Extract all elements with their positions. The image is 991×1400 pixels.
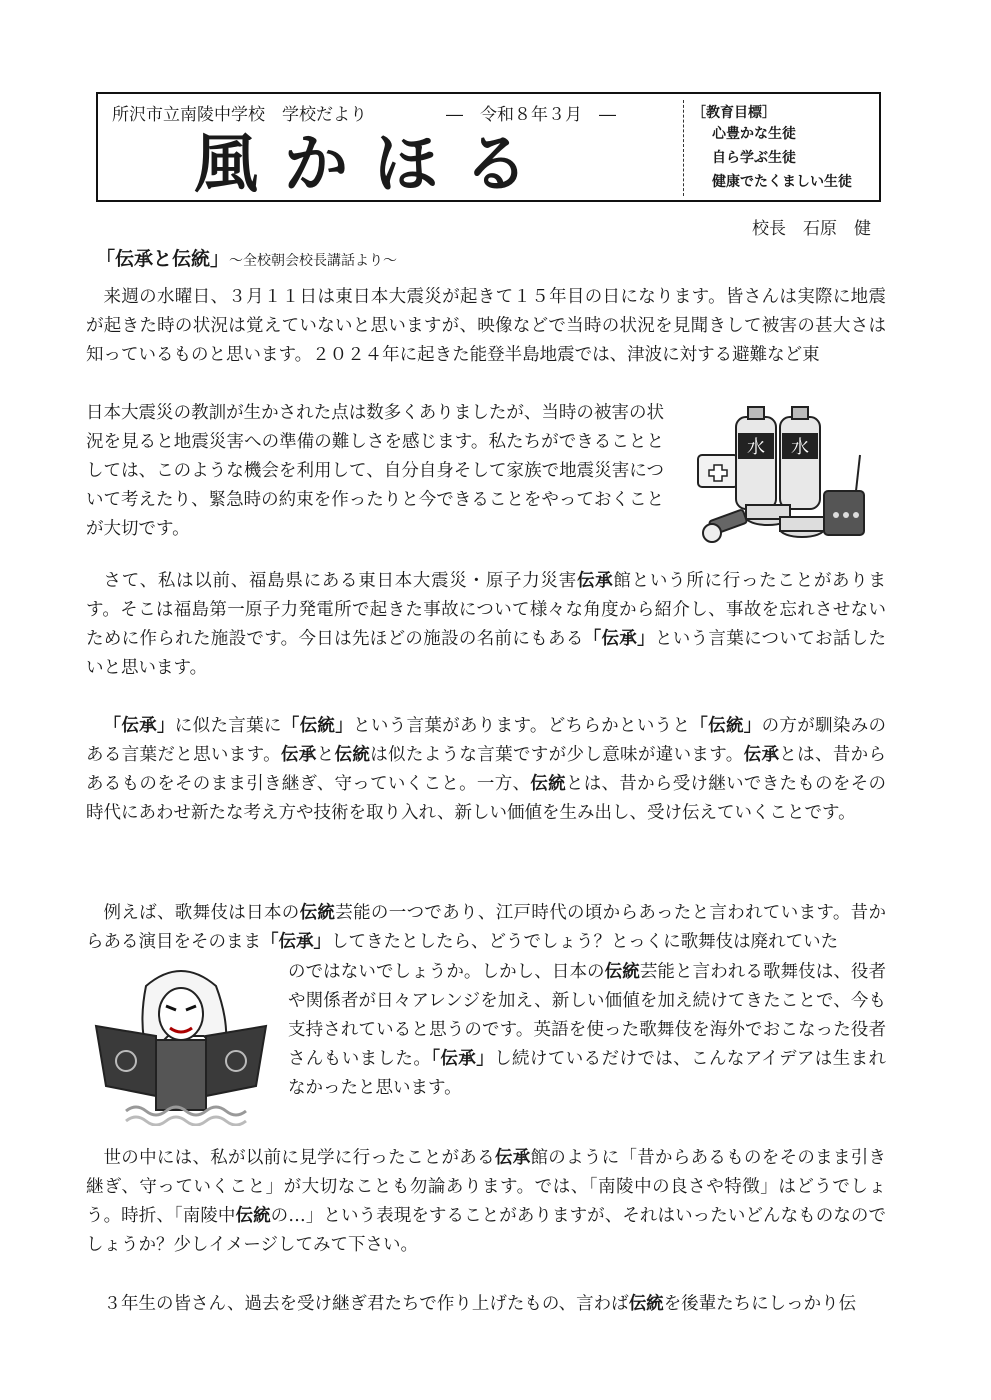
article-title [96,244,397,271]
text-run: に似た言葉に [174,716,282,736]
text-run: 館のように「昔からあるものをそのまま引き継ぎ、守っていくこと」が大切なことも勿論あります。では、「南陵中の良さや特徴」はどうでしょう。時折、「南陵中 [86,1148,887,1226]
paragraph-1: 来週の水曜日、３月１１日は東日本大震災が起きて１５年目の日になります。皆さんは実際に地震が起きた時の状況は覚えていないと思いますが、映像などで当時の状況を見聞きして被害の甚大さは知っているものと思います。２０２４年に起きた能登半島地震では、津波に対する避難など東 [86,287,886,365]
text-run: してきたとしたら、どうでしょう？とっくに歌舞伎は廃れていた [331,932,839,952]
text-run: の…」という表現をすることがありますが、それはいったいどんなものなのでしょうか？少しイメージしてみて下さい。 [86,1206,887,1255]
keyword: 伝承 [576,571,614,591]
text-run: ３年生の皆さん、過去を受け継ぎ君たちで作り上げたもの、言わば [103,1294,629,1314]
keyword: 伝統 [530,774,566,794]
paragraph-4-cont [288,958,886,1103]
article-title-text: 「伝承と伝統」 [96,248,230,270]
keyword: 「伝統」 [690,716,762,736]
keyword: 伝統 [604,962,640,982]
bottle-label: 水 [747,437,765,458]
text-run: は似たような言葉ですが少し意味が違います。 [370,745,744,765]
paragraph-4 [86,899,886,957]
keyword: 「伝承」 [103,716,175,736]
keyword: 伝統 [628,1294,664,1314]
text-run: 世の中には、私が以前に見学に行ったことがある [103,1148,495,1168]
text-run: 館という所に行ったことがあります。そこは福島第一原子力発電所で起きた事故について様々な角度から紹介し、事故を忘れさせないために作られた施設です。今日は先ほどの施設の名前にもある [86,571,887,649]
goals-heading: ［教育目標］ [692,105,776,121]
text-run: とは、昔からあるものをそのまま引き継ぎ、守っていくこと。一方、 [86,745,887,794]
masthead [96,92,881,202]
education-goals [683,100,873,196]
article-subtitle: ～全校朝会校長講話より～ [229,253,398,269]
keyword: 「伝承」 [431,1049,495,1069]
keyword: 伝統 [334,745,371,765]
text-run: のではないでしょうか。しかし、日本の [288,962,605,982]
paragraph-3 [86,712,886,828]
goal-item: 自ら学ぶ生徒 [712,150,796,166]
text-run: 芸能と言われる歌舞伎は、役者や関係者が日々アレンジを加え、新しい価値を加え続けてきたことで、今も支持されていると思うのです。英語を使った歌舞伎を海外でおこなった役者さんもいました。 [288,962,887,1069]
keyword: 伝承 [280,745,317,765]
emergency-supplies-icon [690,405,870,555]
paragraph-2 [86,567,886,683]
text-run: 例えば、歌舞伎は日本の [103,903,300,923]
text-run: の方が馴染みのある言葉だと思います。 [86,716,887,765]
text-run: を後輩たちにしっかり伝 [663,1294,857,1314]
newsletter-title: 風かほる [194,127,554,202]
bottle-label: 水 [791,437,809,458]
text-run: とは、昔から受け継いできたものをその時代にあわせ新たな考え方や技術を取り入れ、新しい価値を生み出し、受け伝えていくことです。 [86,774,887,823]
principal-name: 校長 石原 健 [752,219,871,239]
issue-date: ― 令和８年３月 ― [446,105,616,125]
keyword: 伝承 [743,745,780,765]
text-run: さて、私は以前、福島県にある東日本大震災・原子力災害 [103,571,577,591]
paragraph-1-cont: 日本大震災の教訓が生かされた点は数多くありましたが、当時の被害の状況を見ると地震災害への準備の難しさを感じます。私たちができることとしては、このような機会を利用して、自分自身そして家族で地震災害について考えたり、緊急時の約束を作ったりと今できることをやっておくことが大切です。 [86,403,664,539]
paragraph-6 [86,1290,886,1319]
text-run: 芸能の一つであり、江戸時代の頃からあったと言われています。昔からある演目をそのまま [86,903,886,952]
keyword: 「伝統」 [281,716,354,736]
keyword: 伝統 [235,1206,271,1226]
kabuki-actor-icon [86,966,276,1126]
paragraph-5 [86,1144,886,1260]
keyword: 「伝承」 [261,932,331,952]
text-run: し続けているだけでは、こんなアイデアは生まれなかったと思います。 [288,1049,887,1098]
school-name: 所沢市立南陵中学校 学校だより [112,105,367,125]
keyword: 伝承 [494,1148,531,1168]
text-run: と [316,745,335,765]
text-run: という言葉についてお話したいと思います。 [86,629,886,678]
keyword: 伝統 [299,903,336,923]
text-run: という言葉があります。どちらかというと [353,716,691,736]
goal-item: 心豊かな生徒 [712,126,796,142]
goal-item: 健康でたくましい生徒 [712,174,852,190]
keyword: 「伝承」 [583,629,655,649]
